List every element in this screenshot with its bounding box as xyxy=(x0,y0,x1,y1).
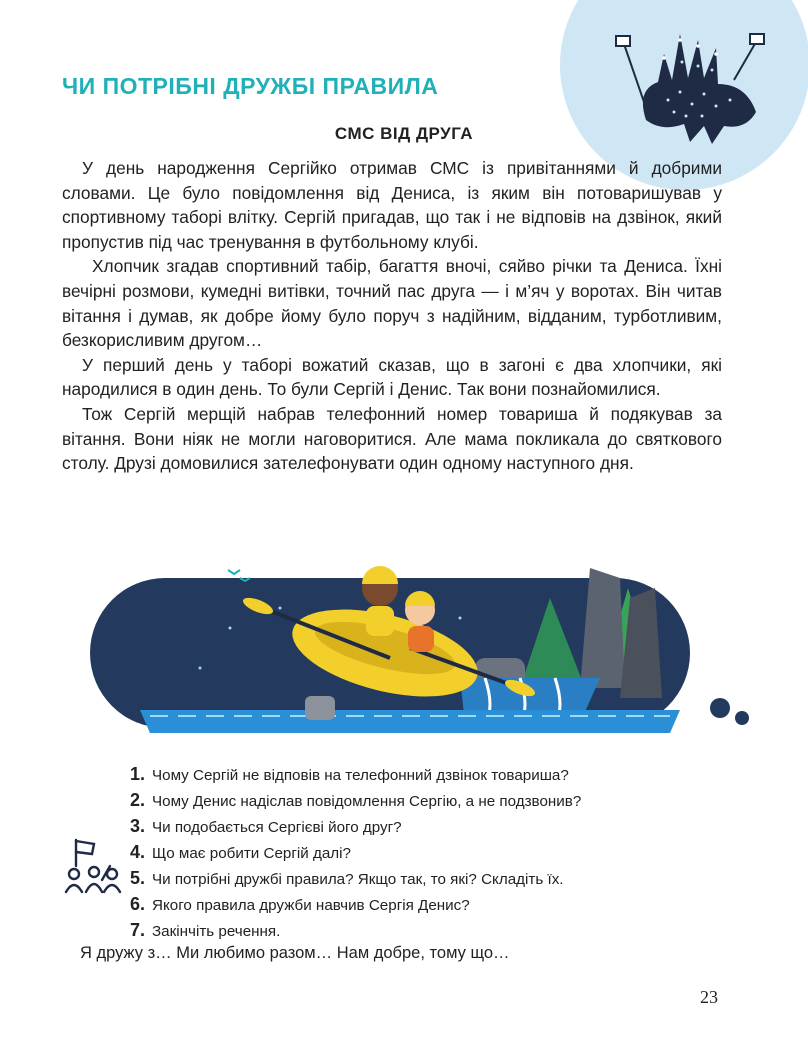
question-item xyxy=(130,761,750,787)
rafting-scene-illustration xyxy=(80,548,760,748)
questions-list xyxy=(130,761,750,943)
page-title: ЧИ ПОТРІБНІ ДРУЖБІ ПРАВИЛА xyxy=(62,73,439,99)
question-text: Чому Денис надіслав повідомлення Сергію, а не подзвонив? xyxy=(152,793,582,810)
question-number: 1. xyxy=(130,764,146,784)
question-number: 3. xyxy=(130,816,146,836)
question-number: 2. xyxy=(130,790,146,810)
sentence-prompt: Я дружу з… Ми любимо разом… Нам добре, тому що… xyxy=(80,944,510,962)
page-number: 23 xyxy=(700,987,718,1007)
question-text: Чи потрібні дружбі правила? Якщо так, то які? Складіть їх. xyxy=(152,871,564,888)
story-paragraph: Хлопчик згадав спортивний табір, багаття вночі, сяйво річки та Дениса. Їхні вечірні розмови, кумедні витівки, точний пас друга — і м’яч у воротах. Він читав вітання і думав, як добре йому було поруч з надійним, відданим, турботливим, безкорисливим другом… xyxy=(62,256,722,351)
question-item xyxy=(130,917,750,943)
story-paragraph: У день народження Сергійко отримав СМС із привітаннями й добрими словами. Це було повідомлення від Дениса, із яким він потоваришував у спортивному таборі влітку. Сергій пригадав, що так і не відповів на дзвінок, який пропустив під час тренування в футбольному клубі. xyxy=(62,158,722,252)
question-text: Чи подобається Сергієві його друг? xyxy=(152,819,402,836)
question-item xyxy=(130,839,750,865)
question-number: 5. xyxy=(130,868,146,888)
question-item xyxy=(130,787,750,813)
group-work-icon xyxy=(64,836,124,894)
question-text: Чому Сергій не відповів на телефонний дзвінок товариша? xyxy=(152,767,569,784)
question-item xyxy=(130,891,750,917)
story-paragraph: У перший день у таборі вожатий сказав, що в загоні є два хлопчики, які народилися в один день. То були Сергій і Денис. Так вони познайомилися. xyxy=(62,354,722,400)
story-paragraph: Тож Сергій мерщій набрав телефонний номер товариша й подякував за вітання. Вони ніяк не могли наговоритися. Але мама покликала до святкового столу. Друзі домовилися зателефонувати один одному наступного дня. xyxy=(62,403,722,474)
question-text: Закінчіть речення. xyxy=(152,923,281,940)
question-text: Що має робити Сергій далі? xyxy=(152,845,351,862)
question-number: 6. xyxy=(130,894,146,914)
question-number: 4. xyxy=(130,842,146,862)
story-text xyxy=(62,156,722,476)
story-title: СМС ВІД ДРУГА xyxy=(334,124,474,143)
question-item xyxy=(130,813,750,839)
question-text: Якого правила дружби навчив Сергія Денис? xyxy=(152,897,470,914)
question-item xyxy=(130,865,750,891)
question-number: 7. xyxy=(130,920,146,940)
